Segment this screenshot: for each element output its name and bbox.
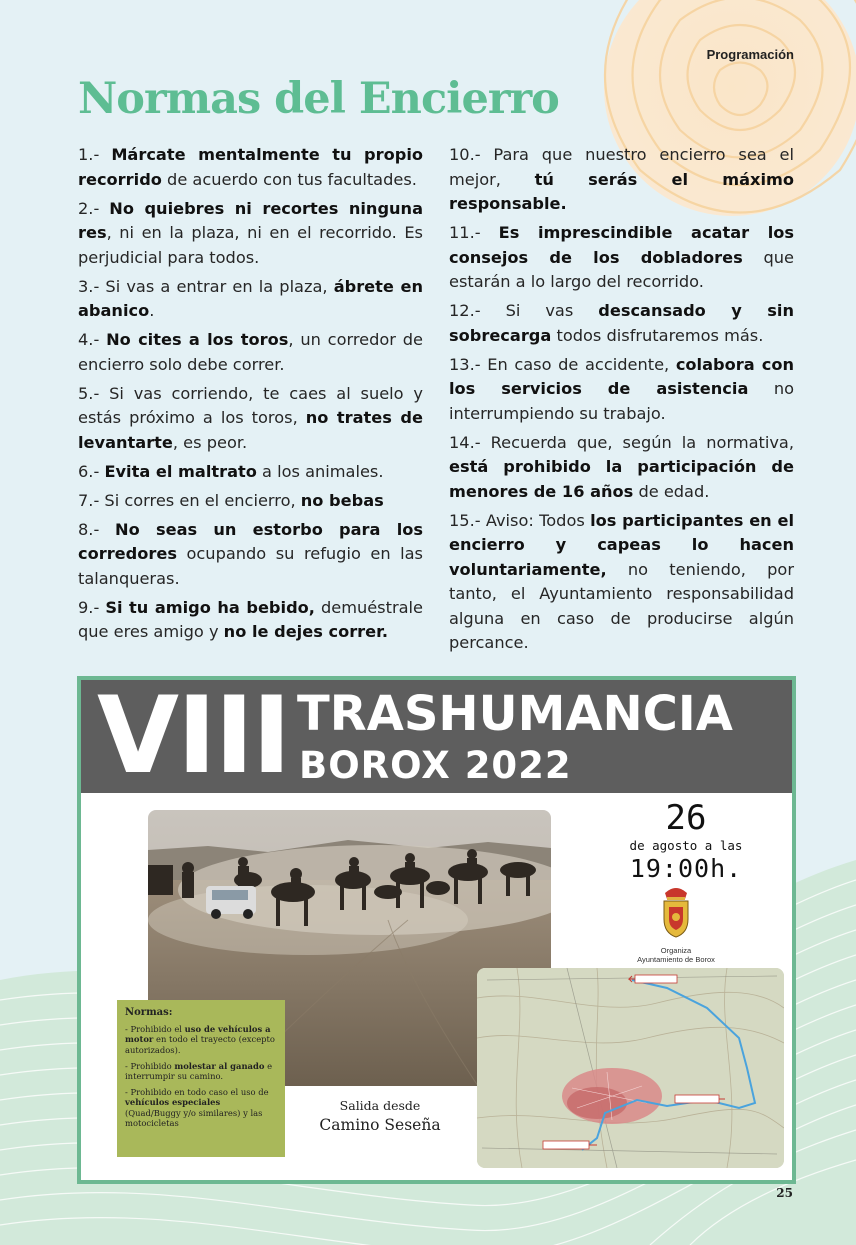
rule-item [78, 596, 423, 645]
rule-emphasis: Márcate mentalmente tu propio recorrido [78, 145, 423, 189]
rules-right-column [449, 143, 794, 660]
rule-emphasis: colabora con los servicios de asistencia [449, 354, 794, 398]
rule-item [78, 518, 423, 592]
rule-text: 8.- [78, 519, 116, 539]
rule-text: 11.- [449, 223, 499, 242]
event-day: 26 [665, 798, 707, 838]
rule-emphasis: No quiebres ni recortes ninguna res [78, 198, 423, 242]
poster-rule-text: - Prohibido [125, 1060, 175, 1071]
rule-text: 6.- [78, 461, 105, 481]
rule-item [78, 382, 423, 456]
rule-text: 1.- [78, 145, 112, 164]
departure-label: Salida desde [339, 1098, 421, 1113]
rule-emphasis: Es imprescindible acatar los consejos de los dobladores [449, 223, 794, 267]
rule-item [449, 431, 794, 505]
rule-text: , ni en la plaza, ni en el recorrido. Es perjudicial para todos. [78, 223, 423, 267]
rule-emphasis: tú serás el máximo responsable. [449, 169, 794, 213]
organizer-label: Organiza [660, 946, 692, 955]
rule-item [449, 353, 794, 427]
rule-item [449, 509, 794, 656]
rule-text: no interrumpiendo su trabajo. [449, 379, 794, 423]
rule-emphasis: no bebas [300, 490, 384, 510]
rule-emphasis: descansado y sin sobrecarga [449, 301, 794, 345]
rule-text: a los animales. [256, 461, 384, 481]
rule-text: . [149, 301, 155, 320]
rule-text: ocupando su refugio en las talanqueras. [78, 544, 423, 588]
rule-text: 7.- Si corres en el encierro, [78, 490, 301, 510]
poster-rule-text: - Prohibido en todo caso el uso de [125, 1087, 269, 1098]
rule-text: 4.- [78, 330, 107, 349]
page-number: 25 [776, 1186, 793, 1200]
poster-title: TRASHUMANCIA [297, 686, 733, 742]
departure-info [295, 1098, 465, 1134]
borox-coat-of-arms-icon [659, 885, 693, 939]
poster-header [81, 674, 792, 797]
rule-item [78, 275, 423, 324]
rule-text: no teniendo, por tanto, el Ayuntamiento responsabilidad alguna en caso de producirse algún percance. [449, 559, 794, 652]
rule-text: 10.- Para que nuestro encierro sea el mejor, [449, 145, 794, 189]
poster-rule-text: en todo el trayecto (excepto autorizados). [125, 1034, 275, 1055]
rule-text: todos disfrutaremos más. [551, 325, 764, 345]
poster-rule-text: e interrumpir su camino. [125, 1060, 273, 1082]
rule-emphasis: No seas un estorbo para los corredores [78, 519, 424, 563]
rule-text: 2.- [78, 198, 110, 218]
rule-item [78, 197, 423, 271]
rule-text: de acuerdo con tus facultades. [161, 169, 417, 189]
event-month: de agosto a las [629, 838, 743, 853]
poster-rule-emphasis: molestar al ganado [174, 1060, 265, 1071]
organizer-info [601, 946, 751, 964]
section-label: Programación [706, 47, 794, 62]
rule-emphasis: No cites a los toros [106, 330, 289, 349]
poster-edition-number: VIII [97, 674, 290, 797]
rule-item [78, 460, 423, 485]
route-map [477, 968, 784, 1168]
rule-emphasis: no trates de levantarte [78, 408, 423, 452]
poster-rule-text: (Quad/Buggy y/o similares) y las motocicletas [125, 1107, 263, 1128]
rule-text: 13.- En caso de accidente, [449, 354, 676, 374]
poster-rule-item [125, 1087, 277, 1128]
rule-text: de edad. [633, 481, 710, 501]
town-area [562, 1068, 662, 1124]
rule-emphasis: los participantes en el encierro y capeas lo hacen voluntariamente, [449, 510, 794, 579]
poster-rule-emphasis: uso de vehículos a motor [125, 1024, 271, 1045]
poster-rule-text: - Prohibido el [125, 1024, 185, 1035]
rule-item [78, 143, 423, 192]
poster-rules-box [117, 1000, 285, 1157]
rule-text: 5.- Si vas corriendo, te caes al suelo y estás próximo a los toros, [78, 383, 423, 427]
poster-subtitle: BOROX 2022 [299, 744, 572, 787]
rule-emphasis: no le dejes correr. [223, 622, 388, 641]
event-date [586, 798, 786, 885]
event-time: 19:00h. [629, 854, 743, 883]
rules-left-column [78, 143, 423, 649]
rule-emphasis: ábrete en abanico [78, 276, 424, 320]
rule-emphasis: está prohibido la participación de menores de 16 años [449, 457, 794, 501]
poster-rule-item [125, 1024, 277, 1055]
organizer-name: Ayuntamiento de Borox [637, 955, 715, 964]
rule-item [449, 143, 794, 217]
rule-text: 15.- Aviso: Todos [449, 510, 591, 530]
rule-text: demuéstrale que eres amigo y [78, 597, 423, 641]
rule-emphasis: Si tu amigo ha bebido, [105, 597, 315, 617]
rule-item [78, 328, 423, 377]
poster-rules-heading: Normas: [125, 1007, 173, 1018]
poster-rule-item [125, 1061, 277, 1081]
rule-text: que estarán a lo largo del recorrido. [449, 247, 795, 291]
rule-text: 14.- Recuerda que, según la normativa, [449, 432, 794, 452]
rule-item [449, 299, 794, 348]
rule-text: , un corredor de encierro solo debe correr. [78, 330, 423, 374]
trashumancia-poster [77, 676, 796, 1184]
rule-item [78, 489, 423, 514]
rule-text: 3.- Si vas a entrar en la plaza, [78, 276, 334, 296]
rule-text: , es peor. [172, 432, 248, 452]
page-title: Normas del Encierro [78, 74, 559, 124]
rule-text: 12.- Si vas [449, 301, 599, 320]
poster-rule-emphasis: vehículos especiales [125, 1097, 221, 1108]
rule-item [449, 221, 794, 295]
rule-text: 9.- [78, 597, 106, 617]
rule-emphasis: Evita el maltrato [104, 461, 257, 481]
departure-place: Camino Seseña [319, 1116, 441, 1134]
